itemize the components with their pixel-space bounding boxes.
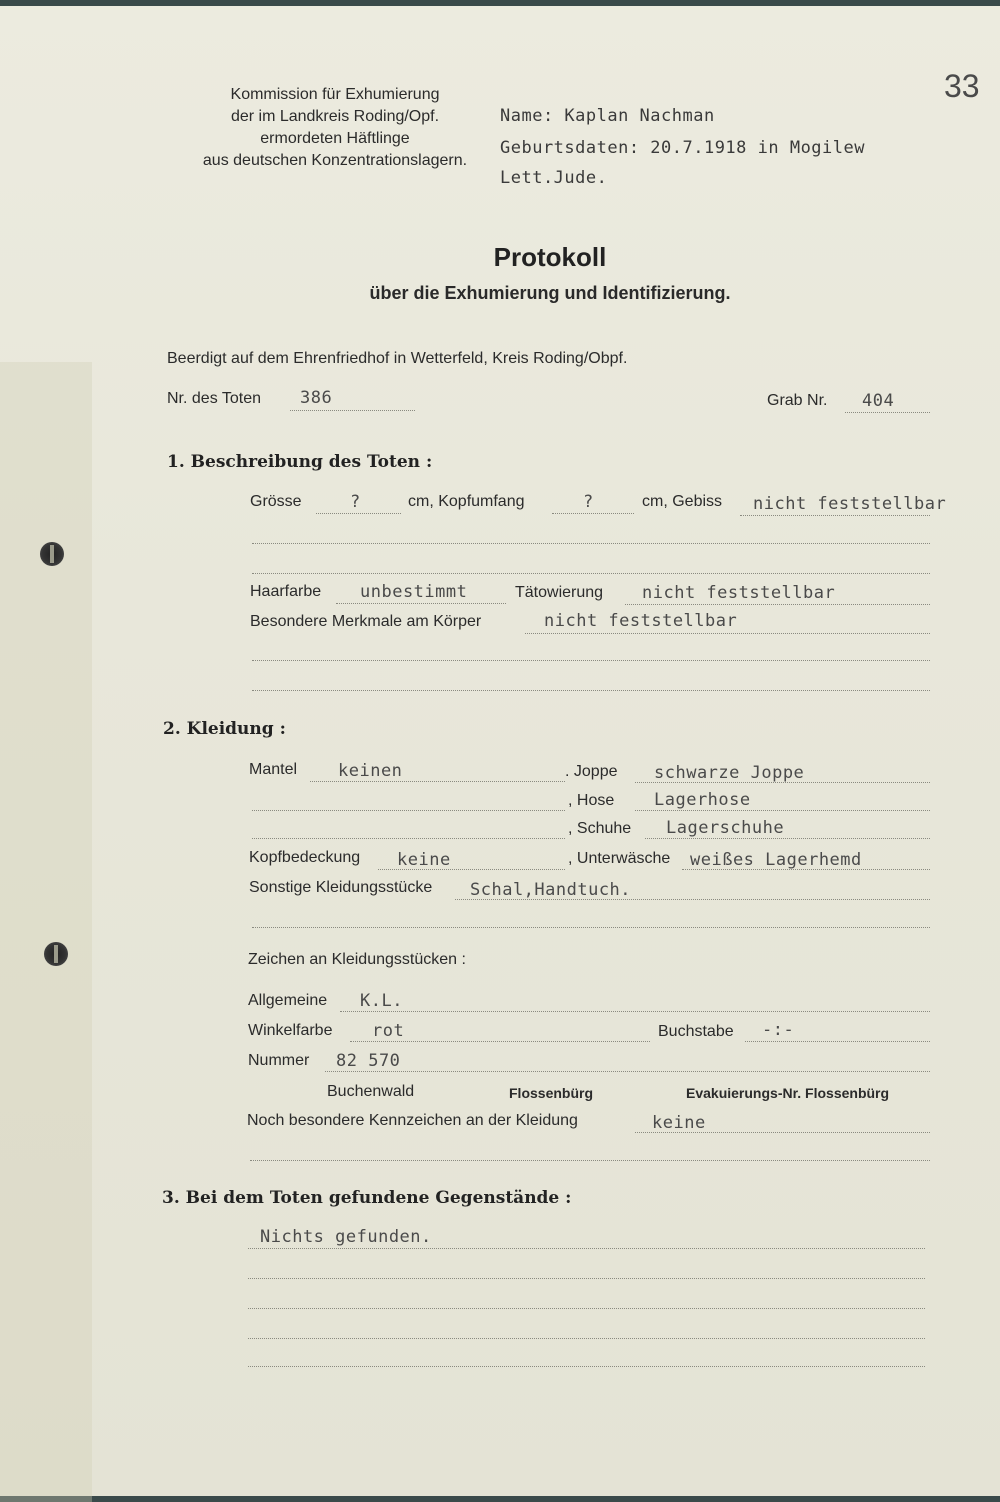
gebiss-value: nicht feststellbar [753, 494, 947, 514]
gebiss-label: cm, Gebiss [642, 493, 723, 510]
commission-header [180, 84, 490, 172]
unterwaesche-label: , Unterwäsche [568, 850, 671, 867]
grave-number-value: 404 [862, 391, 895, 411]
dotted-line [316, 513, 401, 514]
buchstabe-label: Buchstabe [658, 1023, 734, 1040]
schuhe-value: Lagerschuhe [666, 818, 785, 838]
binder-margin [0, 362, 92, 1502]
dotted-line [248, 1338, 925, 1339]
winkelfarbe-label: Winkelfarbe [248, 1022, 333, 1039]
dotted-line [336, 603, 506, 604]
burial-text: Beerdigt auf dem Ehrenfriedhof in Wetterfeld, Kreis Roding/Obpf. [167, 350, 628, 367]
taetowierung-label: Tätowierung [515, 584, 604, 601]
page-number: 33 [944, 68, 980, 104]
nummer-label: Nummer [248, 1052, 310, 1069]
commission-line: der im Landkreis Roding/Opf. [230, 108, 440, 125]
dotted-line [635, 782, 930, 783]
scan-bottom-edge [0, 1496, 1000, 1502]
dotted-line [248, 1308, 925, 1309]
person-name: Name: Kaplan Nachman [500, 106, 715, 126]
nummer-value: 82 570 [336, 1051, 401, 1071]
punch-hole [44, 942, 68, 966]
mantel-value: keinen [338, 761, 403, 781]
buchenwald-label: Buchenwald [327, 1083, 415, 1100]
unterwaesche-value: weißes Lagerhemd [690, 850, 862, 870]
dotted-line [325, 1071, 930, 1072]
zeichen-label: Zeichen an Kleidungsstücken : [248, 951, 466, 968]
sonstige-label: Sonstige Kleidungsstücke [249, 879, 433, 896]
dotted-line [252, 810, 565, 811]
dotted-line [378, 869, 565, 870]
joppe-label: . Joppe [565, 763, 618, 780]
merkmale-label: Besondere Merkmale am Körper [250, 613, 482, 630]
page-title: Protokoll [493, 242, 607, 272]
taetowierung-value: nicht feststellbar [642, 583, 836, 603]
dotted-line [455, 899, 930, 900]
dead-number-value: 386 [300, 388, 333, 408]
dotted-line [248, 1248, 925, 1249]
kopfbedeckung-label: Kopfbedeckung [249, 849, 361, 866]
groesse-label: Grösse [250, 493, 302, 510]
dotted-line [252, 690, 930, 691]
dotted-line [350, 1041, 650, 1042]
dotted-line [252, 660, 930, 661]
kopfbedeckung-value: keine [397, 850, 451, 870]
buchstabe-value: -:- [762, 1020, 795, 1040]
allgemeine-value: K.L. [360, 991, 403, 1011]
punch-hole [40, 542, 64, 566]
dotted-line [635, 810, 930, 811]
commission-line: Kommission für Exhumierung [230, 86, 440, 103]
dotted-line [250, 1160, 930, 1161]
dotted-line [525, 633, 930, 634]
haarfarbe-label: Haarfarbe [250, 583, 322, 600]
dotted-line [645, 838, 930, 839]
allgemeine-label: Allgemeine [248, 992, 328, 1009]
noch-label: Noch besondere Kennzeichen an der Kleidung [247, 1112, 578, 1129]
flossenbuerg-label: Flossenbürg [509, 1085, 594, 1101]
joppe-value: schwarze Joppe [654, 763, 805, 783]
dotted-line [845, 412, 930, 413]
dotted-line [682, 869, 930, 870]
noch-value: keine [652, 1113, 706, 1133]
dead-number-label: Nr. des Toten [167, 390, 261, 407]
dotted-line [252, 543, 930, 544]
haarfarbe-value: unbestimmt [360, 582, 468, 602]
section-3-value: Nichts gefunden. [260, 1227, 432, 1247]
dotted-line [552, 513, 634, 514]
dotted-line [625, 604, 930, 605]
evakuierung-label: Evakuierungs-Nr. Flossenbürg [686, 1085, 890, 1101]
dotted-line [290, 410, 415, 411]
commission-line: ermordeten Häftlinge [260, 130, 410, 147]
scan-top-edge [0, 0, 1000, 6]
dotted-line [248, 1366, 925, 1367]
person-origin: Lett.Jude. [500, 168, 608, 188]
kopfumfang-label: cm, Kopfumfang [408, 493, 525, 510]
hose-label: , Hose [568, 792, 615, 809]
commission-line: aus deutschen Konzentrationslagern. [202, 152, 468, 169]
section-3-heading: 3. Bei dem Toten gefundene Gegenstände : [162, 1188, 572, 1208]
sonstige-value: Schal,Handtuch. [470, 880, 632, 900]
dotted-line [635, 1132, 930, 1133]
grave-number-label: Grab Nr. [767, 392, 828, 409]
dotted-line [310, 781, 565, 782]
winkelfarbe-value: rot [372, 1021, 405, 1041]
page-subtitle: über die Exhumierung und Identifizierung. [369, 283, 731, 303]
dotted-line [252, 927, 930, 928]
groesse-value: ? [350, 492, 361, 512]
dotted-line [248, 1278, 925, 1279]
schuhe-label: , Schuhe [568, 820, 632, 837]
section-1-heading: 1. Beschreibung des Toten : [167, 452, 433, 472]
dotted-line [252, 573, 930, 574]
kopfumfang-value: ? [583, 492, 594, 512]
mantel-label: Mantel [249, 761, 298, 778]
person-birth: Geburtsdaten: 20.7.1918 in Mogilew [500, 138, 865, 158]
dotted-line [340, 1011, 930, 1012]
dotted-line [745, 1041, 930, 1042]
hose-value: Lagerhose [654, 790, 751, 810]
dotted-line [252, 838, 565, 839]
merkmale-value: nicht feststellbar [544, 611, 738, 631]
dotted-line [740, 515, 930, 516]
section-2-heading: 2. Kleidung : [163, 719, 286, 739]
